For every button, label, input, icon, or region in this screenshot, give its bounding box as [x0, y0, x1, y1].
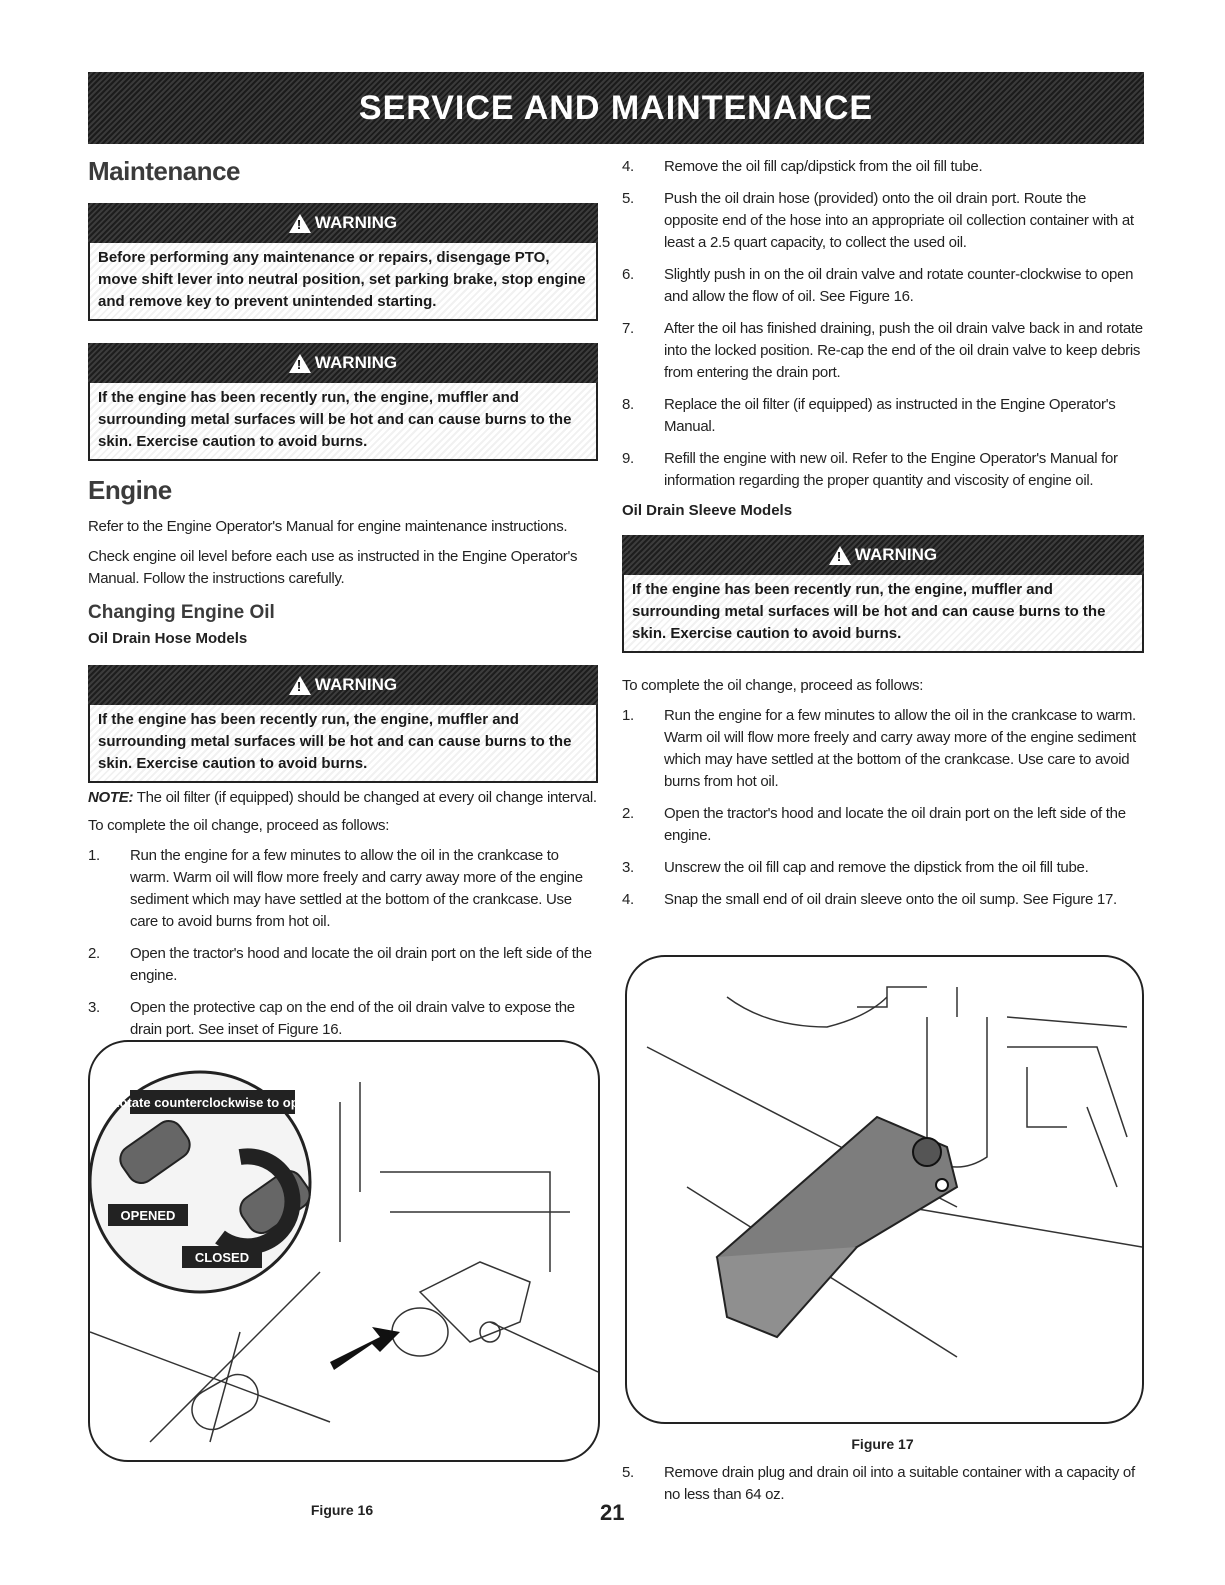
sleeve-models-heading: Oil Drain Sleeve Models [622, 502, 793, 519]
warning-triangle-icon [829, 546, 851, 565]
opened-label: OPENED [120, 1208, 176, 1223]
left-column [88, 156, 598, 1051]
changing-oil-heading: Changing Engine Oil [88, 602, 275, 623]
list-item: 2. Open the tractor's hood and locate the oil drain port on the left side of the engine. [622, 805, 1126, 844]
list-item: 9. Refill the engine with new oil. Refer to the Engine Operator's Manual for information regarding the proper quantity and viscosity of engine oil. [622, 450, 1118, 489]
warning-text: If the engine has been recently run, the engine, muffler and surrounding metal surfaces will be hot and can cause burns to the skin. Exercise caution to avoid burns. [90, 705, 596, 781]
list-item: 7. After the oil has finished draining, push the oil drain valve back in and rotate into the locked position. Re-cap the end of the oil drain valve to keep debris from entering the drain port. [622, 320, 1143, 381]
warning-text: Before performing any maintenance or repairs, disengage PTO, move shift lever into neutral position, set parking brake, stop engine and remove key to prevent unintended starting. [90, 243, 596, 319]
engine-paragraph-2: Check engine oil level before each use as instructed in the Engine Operator's Manual. Follow the instructions carefully. [88, 548, 578, 587]
page-number: 21 [600, 1500, 625, 1525]
warning-box-2 [88, 343, 598, 461]
warning-triangle-icon [289, 214, 311, 233]
list-item: 1. Run the engine for a few minutes to allow the oil in the crankcase to warm. Warm oil will flow more freely and carry away more of the engine sediment which may have settled at the bottom of the crankcase. Use care to avoid burns from hot oil. [622, 707, 1136, 790]
banner-title: SERVICE AND MAINTENANCE [358, 88, 874, 127]
list-item: 5. Push the oil drain hose (provided) onto the oil drain port. Route the opposite end of the hose into an appropriate oil collection container with at least a 2.5 quart capacity, to collect the used oil. [622, 190, 1134, 251]
warning-box-3 [88, 665, 598, 783]
figure-16-illustration [90, 1042, 598, 1460]
warning-box-4 [622, 535, 1144, 653]
list-item: 4. Remove the oil fill cap/dipstick from the oil fill tube. [622, 158, 983, 175]
list-item: 5. Remove drain plug and drain oil into a suitable container with a capacity of no less than 64 oz. [622, 1464, 1135, 1503]
list-item: 8. Replace the oil filter (if equipped) as instructed in the Engine Operator's Manual. [622, 396, 1116, 435]
figure-17-illustration [627, 957, 1142, 1422]
closed-label: CLOSED [194, 1250, 250, 1265]
warning-text: If the engine has been recently run, the engine, muffler and surrounding metal surfaces will be hot and can cause burns to the skin. Exercise caution to avoid burns. [90, 383, 596, 459]
list-item: 6. Slightly push in on the oil drain valve and rotate counter-clockwise to open and allow the flow of oil. See Figure 16. [622, 266, 1134, 305]
note-label: NOTE: [88, 789, 134, 806]
note-text: The oil filter (if equipped) should be changed at every oil change interval. [136, 789, 597, 806]
complete-intro-right: To complete the oil change, proceed as follows: [622, 677, 924, 694]
right-column [622, 156, 1144, 921]
list-item: 3. Unscrew the oil fill cap and remove the dipstick from the oil fill tube. [622, 859, 1089, 876]
right-step-5 [622, 1462, 1144, 1516]
figure-16-caption: Figure 16 [310, 1502, 374, 1518]
note-paragraph [88, 787, 598, 809]
list-item: 3. Open the protective cap on the end of the oil drain valve to expose the drain port. See inset of Figure 16. [88, 999, 575, 1038]
right-steps-a [622, 156, 1144, 492]
left-steps [88, 845, 598, 1041]
engine-paragraph-1: Refer to the Engine Operator's Manual for engine maintenance instructions. [88, 518, 568, 535]
figure-17-caption: Figure 17 [851, 1436, 914, 1452]
list-item: 2. Open the tractor's hood and locate the oil drain port on the left side of the engine. [88, 945, 592, 984]
list-item: 4. Snap the small end of oil drain sleeve onto the oil sump. See Figure 17. [622, 891, 1117, 908]
warning-header: ! WARNING [622, 535, 1144, 575]
maintenance-heading: Maintenance [88, 156, 240, 186]
warning-triangle-icon [289, 354, 311, 373]
figure-16 [88, 1040, 600, 1462]
warning-header: ! WARNING [88, 203, 598, 243]
right-steps-b [622, 705, 1144, 911]
warning-header: ! WARNING [88, 343, 598, 383]
hose-models-heading: Oil Drain Hose Models [88, 630, 248, 647]
warning-header: ! WARNING [88, 665, 598, 705]
figure-17 [625, 955, 1144, 1424]
warning-box-1 [88, 203, 598, 321]
complete-intro: To complete the oil change, proceed as follows: [88, 817, 390, 834]
engine-heading: Engine [88, 475, 172, 505]
rotate-label: Rotate counterclockwise to open [110, 1095, 314, 1110]
list-item: 1. Run the engine for a few minutes to allow the oil in the crankcase to warm. Warm oil will flow more freely and carry away more of the engine sediment which may have settled at the bottom of the crankcase. Use care to avoid burns from hot oil. [88, 847, 583, 930]
warning-text: If the engine has been recently run, the engine, muffler and surrounding metal surfaces will be hot and can cause burns to the skin. Exercise caution to avoid burns. [624, 575, 1142, 651]
section-banner [88, 72, 1144, 144]
warning-triangle-icon [289, 676, 311, 695]
